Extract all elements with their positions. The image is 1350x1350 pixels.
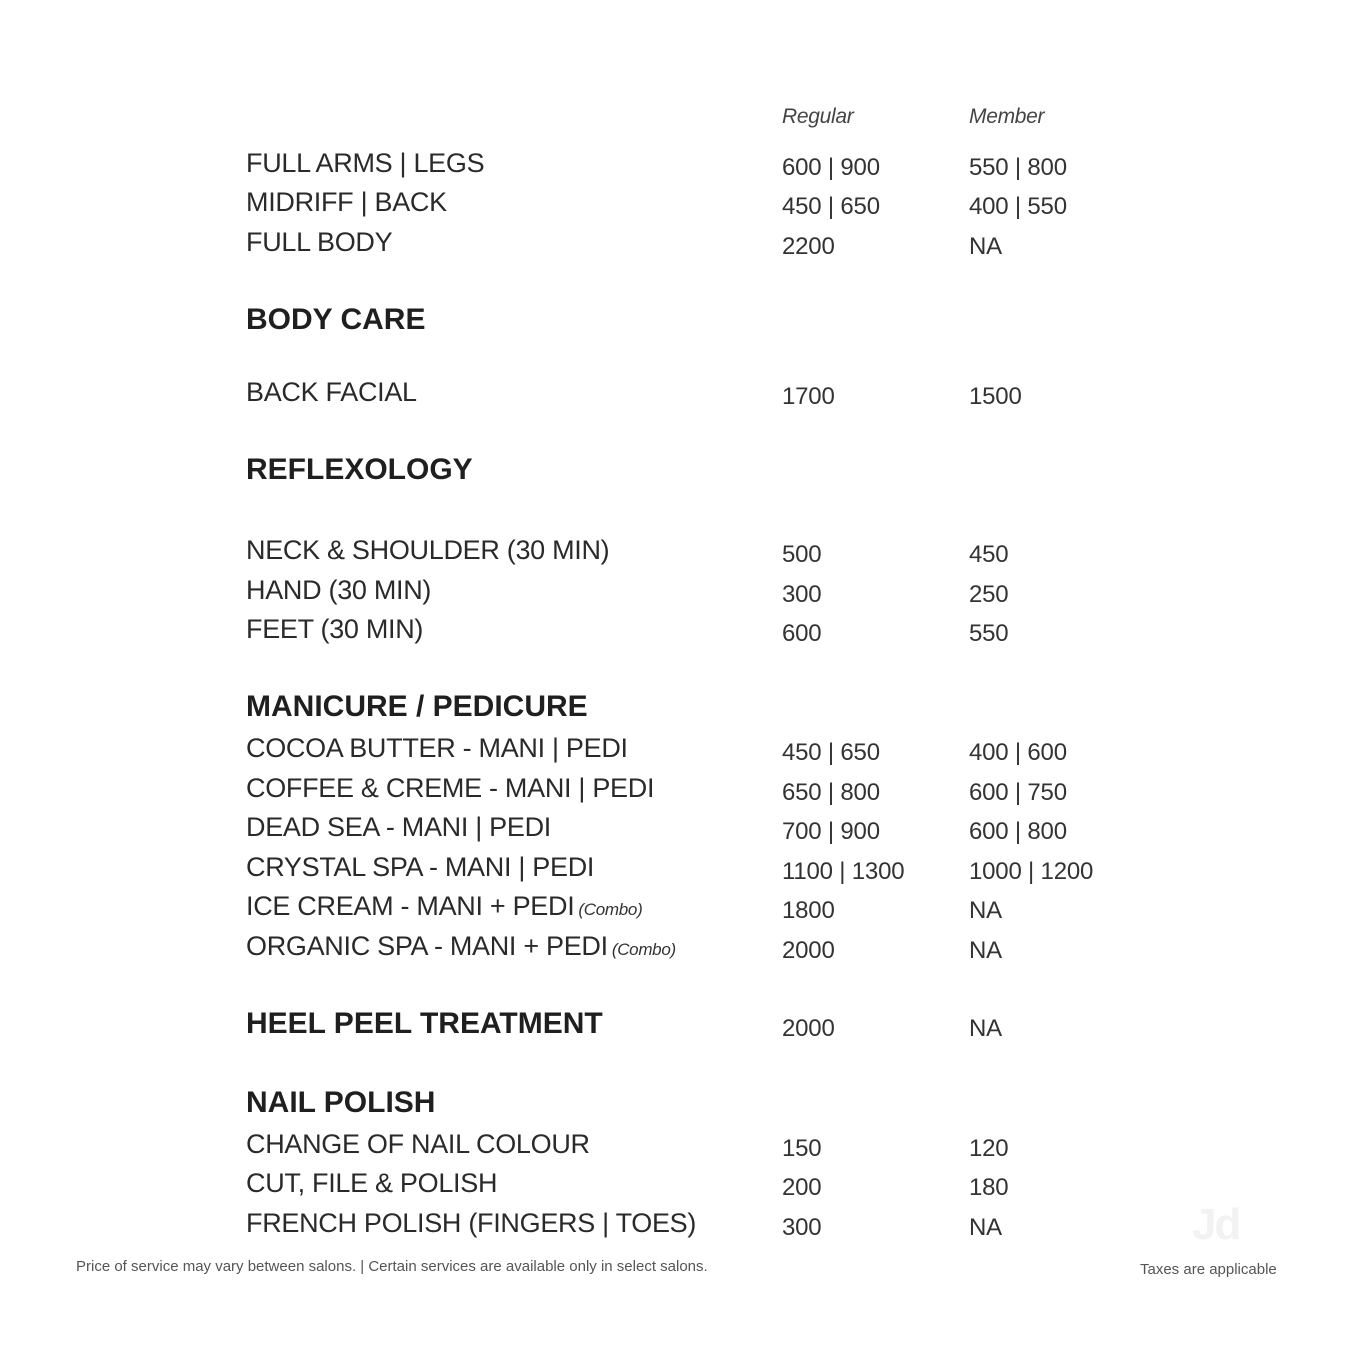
section-heading bbox=[246, 1086, 435, 1120]
service-label: CHANGE OF NAIL COLOUR bbox=[246, 1129, 590, 1159]
member-price: 600 | 800 bbox=[969, 818, 1067, 845]
service-label: CUT, FILE & POLISH bbox=[246, 1168, 498, 1198]
service-label: ORGANIC SPA - MANI + PEDI bbox=[246, 931, 608, 961]
service-label: FEET (30 MIN) bbox=[246, 614, 424, 644]
service-name bbox=[246, 931, 676, 962]
service-name bbox=[246, 1208, 696, 1239]
regular-price: 1100 | 1300 bbox=[782, 858, 905, 885]
regular-price: 650 | 800 bbox=[782, 779, 880, 806]
regular-price: 300 bbox=[782, 1214, 822, 1241]
jd-watermark-logo: Jd bbox=[1192, 1200, 1240, 1249]
regular-price: 2000 bbox=[782, 937, 835, 964]
regular-price: 200 bbox=[782, 1174, 822, 1201]
section-heading-label: BODY CARE bbox=[246, 303, 426, 336]
service-name bbox=[246, 812, 551, 843]
regular-price: 450 | 650 bbox=[782, 193, 880, 220]
disclaimer-text: Price of service may vary between salons. | Certain services are available only in select salons. bbox=[76, 1258, 708, 1275]
member-price: NA bbox=[969, 1214, 1002, 1241]
member-price: 600 | 750 bbox=[969, 779, 1067, 806]
service-label: FULL BODY bbox=[246, 227, 393, 257]
regular-price: 150 bbox=[782, 1135, 822, 1162]
member-price: 400 | 550 bbox=[969, 193, 1067, 220]
member-price: 1000 | 1200 bbox=[969, 858, 1094, 885]
service-label: DEAD SEA - MANI | PEDI bbox=[246, 812, 551, 842]
regular-price: 1800 bbox=[782, 897, 835, 924]
service-name bbox=[246, 891, 642, 922]
member-price: 120 bbox=[969, 1135, 1009, 1162]
taxes-note: Taxes are applicable bbox=[1140, 1261, 1277, 1278]
column-header-regular: Regular bbox=[782, 105, 854, 128]
regular-price: 450 | 650 bbox=[782, 739, 880, 766]
member-price: 450 bbox=[969, 541, 1009, 568]
service-label: BACK FACIAL bbox=[246, 377, 417, 407]
service-name bbox=[246, 148, 484, 179]
section-heading bbox=[246, 690, 588, 724]
section-heading-label: HEEL PEEL TREATMENT bbox=[246, 1007, 603, 1040]
regular-price: 600 | 900 bbox=[782, 154, 880, 181]
service-label: HAND (30 MIN) bbox=[246, 575, 432, 605]
service-name bbox=[246, 614, 423, 645]
service-name bbox=[246, 535, 609, 566]
member-price: 400 | 600 bbox=[969, 739, 1067, 766]
regular-price: 600 bbox=[782, 620, 822, 647]
service-name bbox=[246, 1129, 590, 1160]
regular-price: 2000 bbox=[782, 1015, 835, 1042]
section-heading bbox=[246, 1007, 603, 1041]
service-name bbox=[246, 227, 392, 258]
member-price: 250 bbox=[969, 581, 1009, 608]
service-label: FULL ARMS | LEGS bbox=[246, 148, 485, 178]
service-name bbox=[246, 852, 594, 883]
service-name bbox=[246, 575, 431, 606]
member-price: NA bbox=[969, 937, 1002, 964]
member-price: NA bbox=[969, 233, 1002, 260]
column-header-member: Member bbox=[969, 105, 1045, 128]
section-heading bbox=[246, 303, 425, 337]
regular-price: 2200 bbox=[782, 233, 835, 260]
service-name bbox=[246, 187, 447, 218]
service-label: NECK & SHOULDER (30 MIN) bbox=[246, 535, 610, 565]
service-label: CRYSTAL SPA - MANI | PEDI bbox=[246, 852, 595, 882]
service-label: ICE CREAM - MANI + PEDI bbox=[246, 891, 575, 921]
service-label: FRENCH POLISH (FINGERS | TOES) bbox=[246, 1208, 697, 1238]
section-heading-label: MANICURE / PEDICURE bbox=[246, 690, 588, 723]
member-price: 1500 bbox=[969, 383, 1022, 410]
section-heading-label: NAIL POLISH bbox=[246, 1086, 436, 1119]
regular-price: 1700 bbox=[782, 383, 835, 410]
combo-note: (Combo) bbox=[578, 900, 643, 919]
member-price: NA bbox=[969, 1015, 1002, 1042]
regular-price: 300 bbox=[782, 581, 822, 608]
member-price: 550 bbox=[969, 620, 1009, 647]
section-heading-label: REFLEXOLOGY bbox=[246, 453, 473, 486]
service-name bbox=[246, 1168, 497, 1199]
service-label: COFFEE & CREME - MANI | PEDI bbox=[246, 773, 655, 803]
member-price: NA bbox=[969, 897, 1002, 924]
section-heading bbox=[246, 453, 473, 487]
combo-note: (Combo) bbox=[611, 940, 676, 959]
service-label: MIDRIFF | BACK bbox=[246, 187, 447, 217]
regular-price: 700 | 900 bbox=[782, 818, 880, 845]
member-price: 550 | 800 bbox=[969, 154, 1067, 181]
service-name bbox=[246, 733, 628, 764]
member-price: 180 bbox=[969, 1174, 1009, 1201]
service-name bbox=[246, 773, 654, 804]
service-name bbox=[246, 377, 417, 408]
regular-price: 500 bbox=[782, 541, 822, 568]
service-label: COCOA BUTTER - MANI | PEDI bbox=[246, 733, 628, 763]
